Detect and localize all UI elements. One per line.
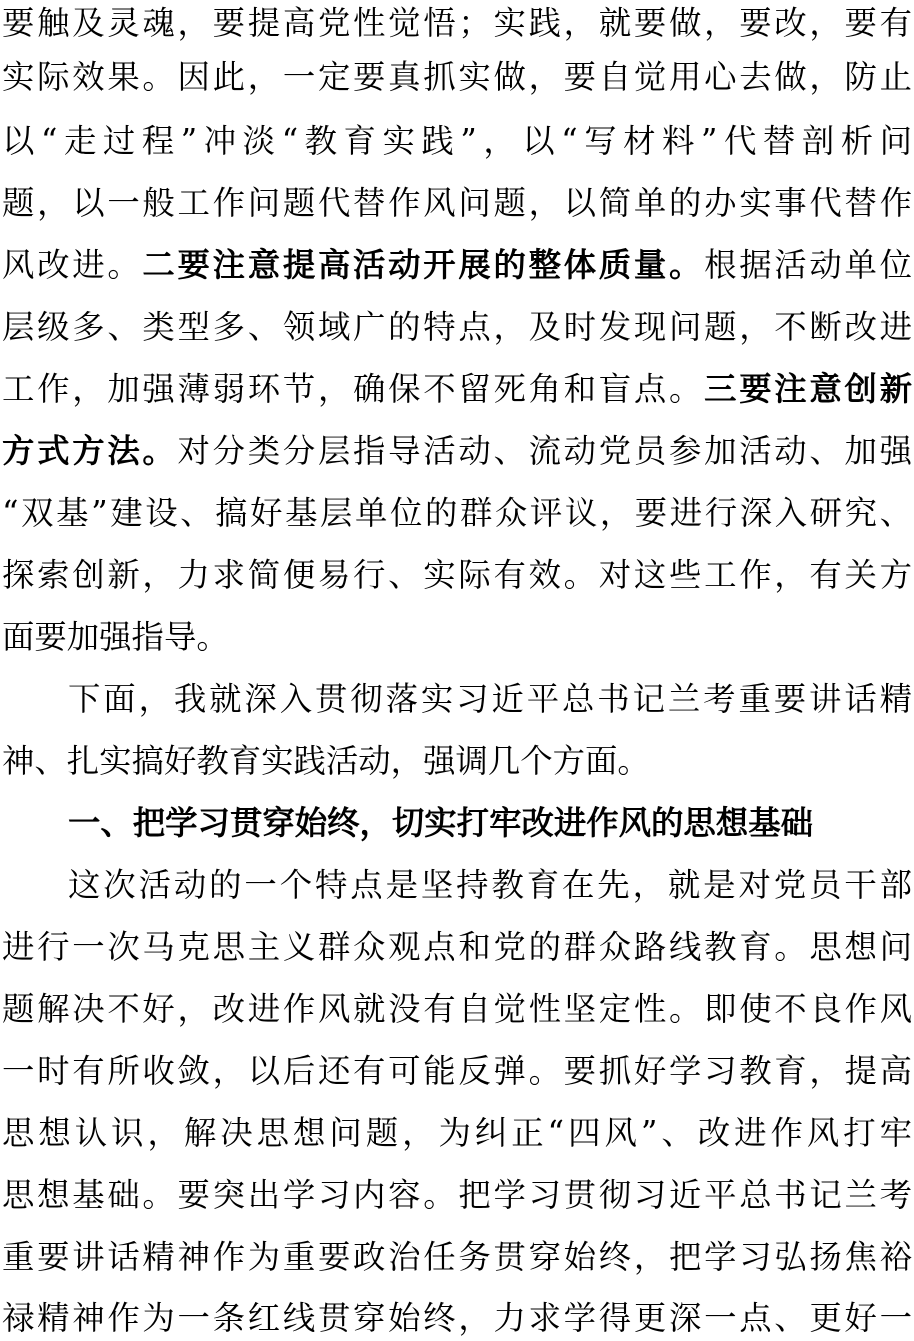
text-line-2: 实际效果。因此，一定要真抓实做，要自觉用心去做，防止 [2,58,912,96]
text-line-4: 题，以一般工作问题代替作风问题，以简单的办实事代替作 [2,184,912,222]
text-line-21: 重要讲话精神作为重要政治任务贯穿始终，把学习弘扬焦裕 [2,1238,912,1276]
text-segment: 根据活动单位 [704,246,913,284]
text-line-12: 下面，我就深入贯彻落实习近平总书记兰考重要讲话精 [68,680,912,718]
text-line-6: 层级多、类型多、领域广的特点，及时发现问题，不断改进 [2,308,912,346]
bold-emphasis-2: 二要注意提高活动开展的整体质量。 [142,246,705,284]
section-heading: 一、把学习贯穿始终，切实打牢改进作风的思想基础 [68,804,813,842]
text-line-10: 探索创新，力求简便易行、实际有效。对这些工作，有关方 [2,556,912,594]
text-segment: 对分类分层指导活动、流动党员参加活动、加强 [177,432,913,470]
text-line-17: 题解决不好，改进作风就没有自觉性坚定性。即使不良作风 [2,990,912,1028]
text-segment: 风改进。 [2,246,143,284]
text-line-18: 一时有所收敛，以后还有可能反弹。要抓好学习教育，提高 [2,1052,912,1090]
text-line-1: 要触及灵魂，要提高党性觉悟；实践，就要做，要改，要有 [2,4,912,42]
text-line-3: 以“走过程”冲淡“教育实践”，以“写材料”代替剖析问 [2,122,912,160]
bold-emphasis-3-cont: 方式方法。 [2,432,178,470]
text-line-13: 神、扎实搞好教育实践活动，强调几个方面。 [2,742,650,780]
text-segment: 工作，加强薄弱环节，确保不留死角和盲点。 [2,370,705,408]
text-line-11: 面要加强指导。 [2,618,229,656]
text-line-19: 思想认识，解决思想问题，为纠正“四风”、改进作风打牢 [2,1114,912,1152]
text-line-5 [2,242,912,288]
text-line-16: 进行一次马克思主义群众观点和党的群众路线教育。思想问 [2,928,912,966]
text-line-7 [2,366,912,412]
bold-emphasis-3: 三要注意创新 [704,370,913,408]
text-line-22: 禄精神作为一条红线贯穿始终，力求学得更深一点、更好一 [2,1299,912,1337]
text-line-20: 思想基础。要突出学习内容。把学习贯彻习近平总书记兰考 [2,1176,912,1214]
text-line-8 [2,428,912,474]
text-line-9: “双基”建设、搞好基层单位的群众评议，要进行深入研究、 [2,494,912,532]
text-line-15: 这次活动的一个特点是坚持教育在先，就是对党员干部 [68,866,912,904]
